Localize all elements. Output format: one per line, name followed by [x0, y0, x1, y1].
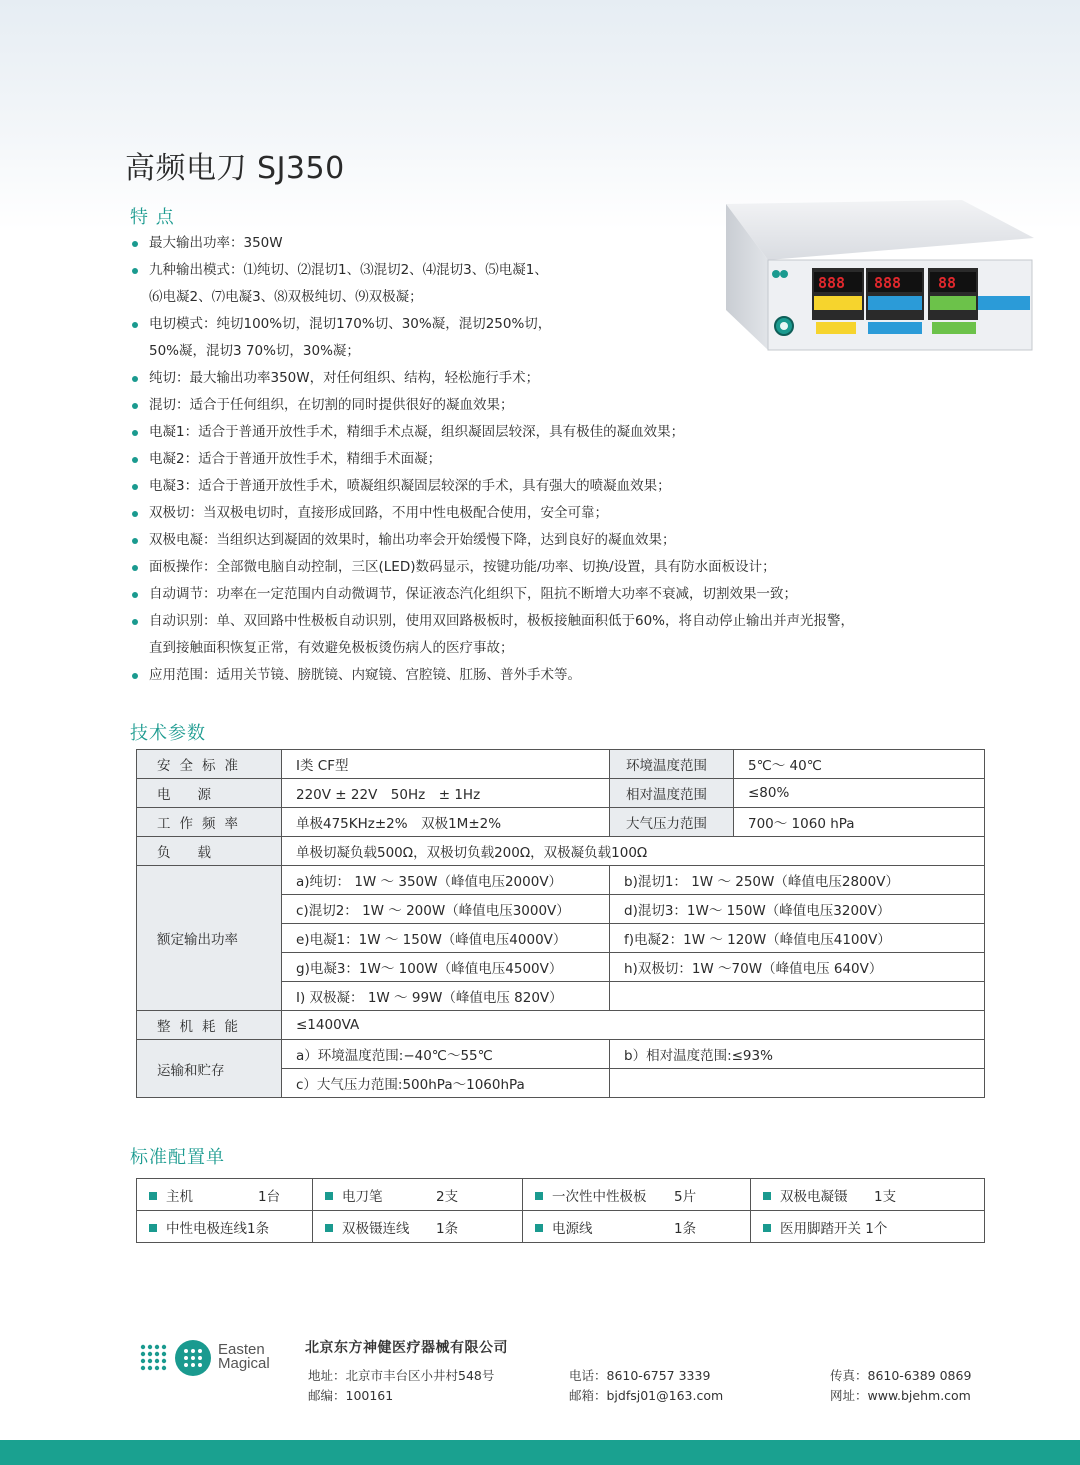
transport-c: c）大气压力范围:500hPa～1060hPa [282, 1069, 610, 1098]
feature-item [132, 365, 922, 392]
humidity-value: ≤80% [734, 779, 985, 808]
consumption-label: 整机耗能 [137, 1011, 282, 1040]
feature-item [132, 527, 922, 554]
feature-item [132, 446, 922, 473]
display-coag: 888 [874, 274, 902, 292]
bullet-square-icon [149, 1192, 157, 1200]
transport-a: a）环境温度范围:−40℃～55℃ [282, 1040, 610, 1069]
config-item: 电刀笔 2支 [313, 1179, 523, 1211]
env-temp-value: 5℃～ 40℃ [734, 750, 985, 779]
rated-a: a)纯切： 1W ～ 350W（峰值电压2000V） [282, 866, 610, 895]
bullet-dot-icon [132, 241, 138, 247]
bullet-square-icon [325, 1192, 333, 1200]
rated-f: f)电凝2：1W ～ 120W（峰值电压4100V） [610, 924, 985, 953]
freq-value: 单极475KHz±2% 双极1M±2% [282, 808, 610, 837]
bullet-dot-icon [132, 619, 138, 625]
feature-text: 自动调节：功率在一定范围内自动微调节，保证液态汽化组织下，阻抗不断增大功率不衰减，切割效果一致； [149, 586, 797, 602]
bullet-dot-icon [132, 484, 138, 490]
bullet-square-icon [149, 1224, 157, 1232]
config-item: 主机 1台 [137, 1179, 313, 1211]
feature-text: 自动识别：单、双回路中性极板自动识别，使用双回路极板时，极板接触面积低于60%，将自动停止输出并声光报警， [149, 613, 855, 629]
safety-label: 安全标准 [137, 750, 282, 779]
bullet-dot-icon [132, 376, 138, 382]
feature-text: 九种输出模式：⑴纯切、⑵混切1、⑶混切2、⑷混切3、⑸电凝1、 [149, 262, 548, 278]
feature-text: 面板操作：全部微电脑自动控制，三区(LED)数码显示，按键功能/功率、切换/设置，具有防水面板设计； [149, 559, 776, 575]
feature-text: 应用范围：适用关节镜、膀胱镜、内窥镜、宫腔镜、肛肠、普外手术等。 [149, 667, 581, 683]
postcode: 邮编：100161 [308, 1388, 394, 1403]
feature-text: 最大输出功率：350W [149, 235, 283, 251]
rated-d: d)混切3：1W～ 150W（峰值电压3200V） [610, 895, 985, 924]
bullet-square-icon [535, 1192, 543, 1200]
feature-text: 混切：适合于任何组织，在切割的同时提供很好的凝血效果； [149, 397, 514, 413]
specs-table [136, 749, 985, 1098]
rated-g: g)电凝3：1W～ 100W（峰值电压4500V） [282, 953, 610, 982]
feature-text: 电凝1：适合于普通开放性手术，精细手术点凝，组织凝固层较深，具有极佳的凝血效果； [149, 424, 685, 440]
address: 地址：北京市丰台区小井村548号 [308, 1368, 495, 1383]
feature-text: 双极切：当双极电切时，直接形成回路，不用中性电极配合使用，安全可靠； [149, 505, 608, 521]
bottom-accent-bar [0, 1440, 1080, 1465]
phone: 电话：8610-6757 3339 [569, 1368, 711, 1383]
email: 邮箱：bjdfsj01@163.com [569, 1388, 724, 1403]
bullet-square-icon [763, 1192, 771, 1200]
features-heading: 特 点 [130, 207, 175, 228]
power-label: 电 源 [137, 779, 282, 808]
bullet-dot-icon [132, 268, 138, 274]
bullet-square-icon [325, 1224, 333, 1232]
feature-item [132, 419, 922, 446]
bullet-dot-icon [132, 322, 138, 328]
consumption-value: ≤1400VA [282, 1011, 985, 1040]
rated-h: h)双极切：1W ～70W（峰值电压 640V） [610, 953, 985, 982]
company-name: 北京东方神健医疗器械有限公司 [305, 1340, 508, 1356]
feature-text: 50%凝，混切3 70%切，30%凝； [149, 343, 360, 359]
bullet-dot-icon [132, 457, 138, 463]
bullet-square-icon [535, 1224, 543, 1232]
page-title: 高频电刀 SJ350 [125, 151, 345, 186]
feature-text: 双极电凝：当组织达到凝固的效果时，输出功率会开始缓慢下降，达到良好的凝血效果； [149, 532, 676, 548]
bullet-dot-icon [132, 430, 138, 436]
pressure-value: 700～ 1060 hPa [734, 808, 985, 837]
display-cut: 888 [818, 274, 846, 292]
load-value: 单极切凝负载500Ω，双极切负载200Ω，双极凝负载100Ω [282, 837, 985, 866]
bullet-dot-icon [132, 403, 138, 409]
feature-text: 电凝2：适合于普通开放性手术，精细手术面凝； [149, 451, 442, 467]
feature-item [132, 392, 922, 419]
config-item: 中性电极连线1条 [137, 1211, 313, 1243]
config-item: 双极电凝镊 1支 [751, 1179, 985, 1211]
bullet-dot-icon [132, 511, 138, 517]
feature-item [132, 500, 922, 527]
feature-text: 电切模式：纯切100%切，混切170%切、30%凝，混切250%切， [149, 316, 552, 332]
bullet-dot-icon [132, 673, 138, 679]
freq-label: 工作频率 [137, 808, 282, 837]
transport-label: 运输和贮存 [137, 1040, 282, 1098]
rated-b: b)混切1： 1W ～ 250W（峰值电压2800V） [610, 866, 985, 895]
rated-i: I) 双极凝： 1W ～ 99W（峰值电压 820V） [282, 982, 610, 1011]
config-table [136, 1178, 985, 1243]
safety-value: Ⅰ类 CF型 [282, 750, 610, 779]
feature-text: 电凝3：适合于普通开放性手术，喷凝组织凝固层较深的手术，具有强大的喷凝血效果； [149, 478, 671, 494]
pressure-label: 大气压力范围 [610, 808, 734, 837]
specs-heading: 技术参数 [130, 723, 206, 744]
bullet-dot-icon [132, 565, 138, 571]
config-item: 一次性中性极板 5片 [523, 1179, 751, 1211]
bullet-dot-icon [132, 592, 138, 598]
rated-empty [610, 982, 985, 1011]
feature-item [132, 662, 922, 689]
rated-c: c)混切2： 1W ～ 200W（峰值电压3000V） [282, 895, 610, 924]
feature-text: 纯切：最大输出功率350W，对任何组织、结构，轻松施行手术； [149, 370, 540, 386]
feature-item [132, 608, 922, 662]
bullet-dot-icon [132, 538, 138, 544]
fax: 传真：8610-6389 0869 [830, 1368, 972, 1383]
config-item: 双极镊连线 1条 [313, 1211, 523, 1243]
feature-item [132, 581, 922, 608]
env-temp-label: 环境温度范围 [610, 750, 734, 779]
rated-power-label: 额定输出功率 [137, 866, 282, 1011]
feature-text: ⑹电凝2、⑺电凝3、⑻双极纯切、⑼双极凝； [149, 289, 423, 305]
power-value: 220V ± 22V 50Hz ± 1Hz [282, 779, 610, 808]
config-item: 电源线 1条 [523, 1211, 751, 1243]
rated-e: e)电凝1：1W ～ 150W（峰值电压4000V） [282, 924, 610, 953]
website: 网址：www.bjehm.com [830, 1388, 971, 1403]
bullet-square-icon [763, 1224, 771, 1232]
transport-b: b）相对温度范围:≤93% [610, 1040, 985, 1069]
device-image [722, 198, 1037, 358]
config-item: 医用脚踏开关 1个 [751, 1211, 985, 1243]
display-bipolar: 88 [938, 274, 957, 292]
feature-item [132, 473, 922, 500]
transport-empty [610, 1069, 985, 1098]
logo-wordmark: Easten Magical [218, 1341, 270, 1372]
feature-text: 直到接触面积恢复正常，有效避免极板烫伤病人的医疗事故； [149, 640, 514, 656]
config-heading: 标准配置单 [130, 1147, 225, 1168]
humidity-label: 相对温度范围 [610, 779, 734, 808]
load-label: 负 载 [137, 837, 282, 866]
feature-item [132, 554, 922, 581]
